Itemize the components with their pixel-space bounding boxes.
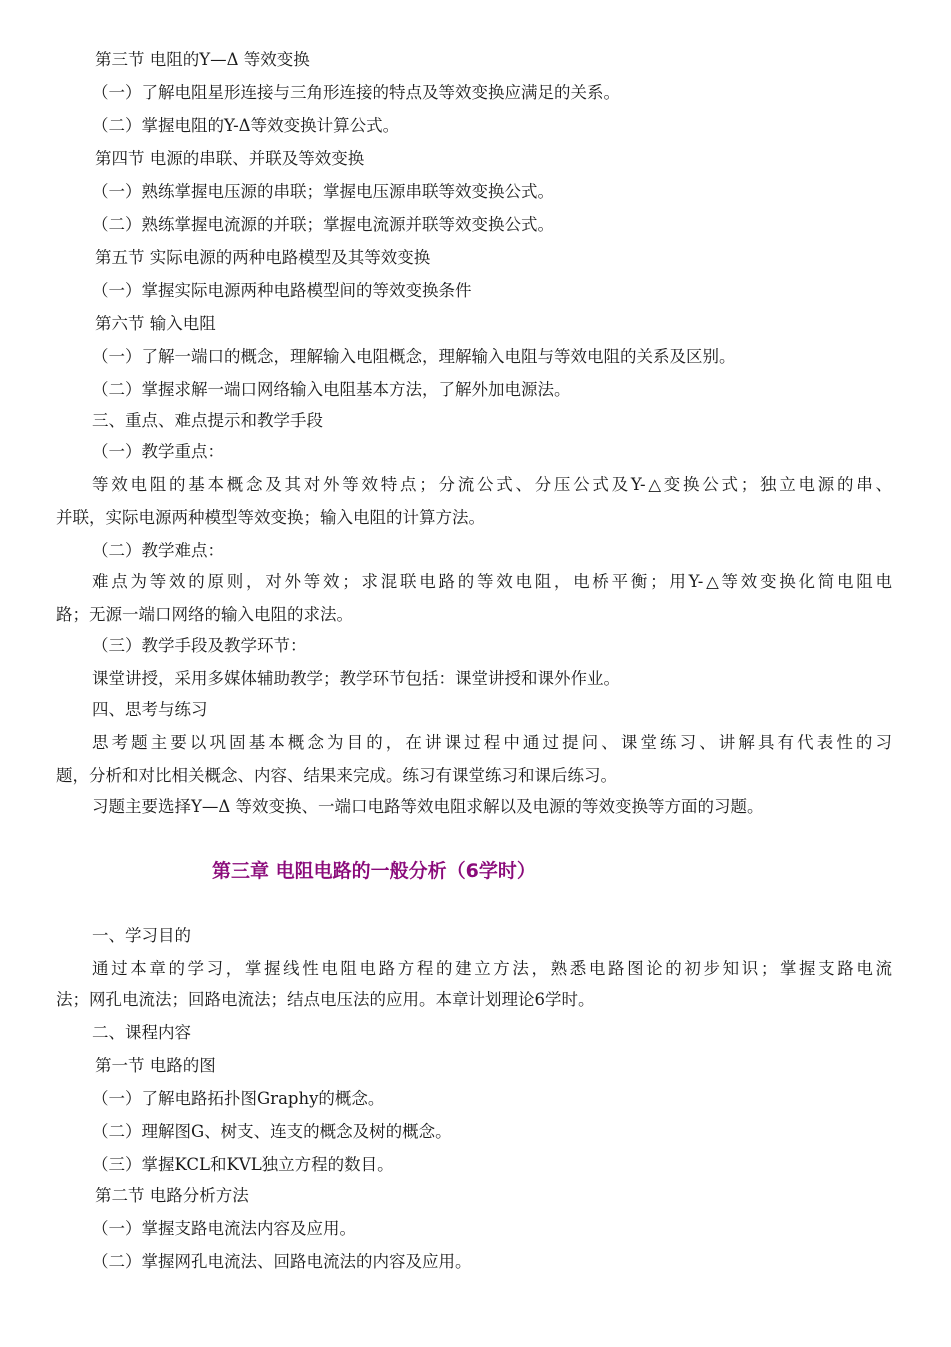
- paragraph-line: 并联，实际电源两种模型等效变换；输入电阻的计算方法。: [56, 508, 485, 527]
- section-heading-5: 第五节 实际电源的两种电路模型及其等效变换: [95, 248, 431, 267]
- paragraph-line: 路；无源一端口网络的输入电阻的求法。: [56, 605, 353, 624]
- section-heading-2: 第二节 电路分析方法: [95, 1186, 249, 1205]
- paragraph-line: 等效电阻的基本概念及其对外等效特点；分流公式、分压公式及Y-△变换公式；独立电源的串、: [92, 475, 892, 494]
- paragraph-line: （一）掌握支路电流法内容及应用。: [92, 1219, 356, 1238]
- paragraph-line: 通过本章的学习，掌握线性电阻电路方程的建立方法，熟悉电路图论的初步知识；掌握支路电流: [92, 959, 892, 978]
- paragraph-line: （一）了解电路拓扑图Graphy的概念。: [92, 1089, 385, 1108]
- paragraph-line: （一）了解一端口的概念，理解输入电阻概念，理解输入电阻与等效电阻的关系及区别。: [92, 347, 736, 366]
- section-heading-1: 第一节 电路的图: [95, 1056, 216, 1075]
- paragraph-line: （三）教学手段及教学环节：: [92, 636, 307, 655]
- paragraph-line: （二）掌握网孔电流法、回路电流法的内容及应用。: [92, 1252, 472, 1271]
- paragraph-line: （二）掌握电阻的Y-Δ等效变换计算公式。: [92, 116, 400, 135]
- section-heading-4: 第四节 电源的串联、并联及等效变换: [95, 149, 365, 168]
- section-heading-3: 第三节 电阻的Y—Δ 等效变换: [95, 50, 310, 69]
- paragraph-line: （二）教学难点：: [92, 541, 224, 560]
- paragraph-line: （一）了解电阻星形连接与三角形连接的特点及等效变换应满足的关系。: [92, 83, 620, 102]
- paragraph-line: 难点为等效的原则，对外等效；求混联电路的等效电阻，电桥平衡；用Y-△等效变换化简电阻电: [92, 572, 892, 591]
- paragraph-line: （三）掌握KCL和KVL独立方程的数目。: [92, 1155, 394, 1174]
- paragraph-line: （二）熟练掌握电流源的并联；掌握电流源并联等效变换公式。: [92, 215, 554, 234]
- subheading: 二、课程内容: [92, 1023, 191, 1042]
- paragraph-line: （二）理解图G、树支、连支的概念及树的概念。: [92, 1122, 452, 1141]
- paragraph-line: 思考题主要以巩固基本概念为目的，在讲课过程中通过提问、课堂练习、讲解具有代表性的习: [92, 733, 892, 752]
- paragraph-line: （一）教学重点：: [92, 442, 224, 461]
- paragraph-line: 法；网孔电流法；回路电流法；结点电压法的应用。本章计划理论6学时。: [56, 990, 595, 1009]
- subheading: 四、思考与练习: [92, 700, 208, 719]
- paragraph-line: 习题主要选择Y—Δ 等效变换、一端口电路等效电阻求解以及电源的等效变换等方面的习题。: [92, 797, 764, 816]
- subheading: 三、重点、难点提示和教学手段: [92, 411, 323, 430]
- paragraph-line: （二）掌握求解一端口网络输入电阻基本方法，了解外加电源法。: [92, 380, 571, 399]
- chapter-heading: 第三章 电阻电路的一般分析（6学时）: [212, 860, 536, 882]
- paragraph-line: 题，分析和对比相关概念、内容、结果来完成。练习有课堂练习和课后练习。: [56, 766, 617, 785]
- paragraph-line: 课堂讲授，采用多媒体辅助教学；教学环节包括：课堂讲授和课外作业。: [92, 669, 620, 688]
- paragraph-line: （一）掌握实际电源两种电路模型间的等效变换条件: [92, 281, 472, 300]
- paragraph-line: （一）熟练掌握电压源的串联；掌握电压源串联等效变换公式。: [92, 182, 554, 201]
- subheading: 一、学习目的: [92, 926, 191, 945]
- section-heading-6: 第六节 输入电阻: [95, 314, 216, 333]
